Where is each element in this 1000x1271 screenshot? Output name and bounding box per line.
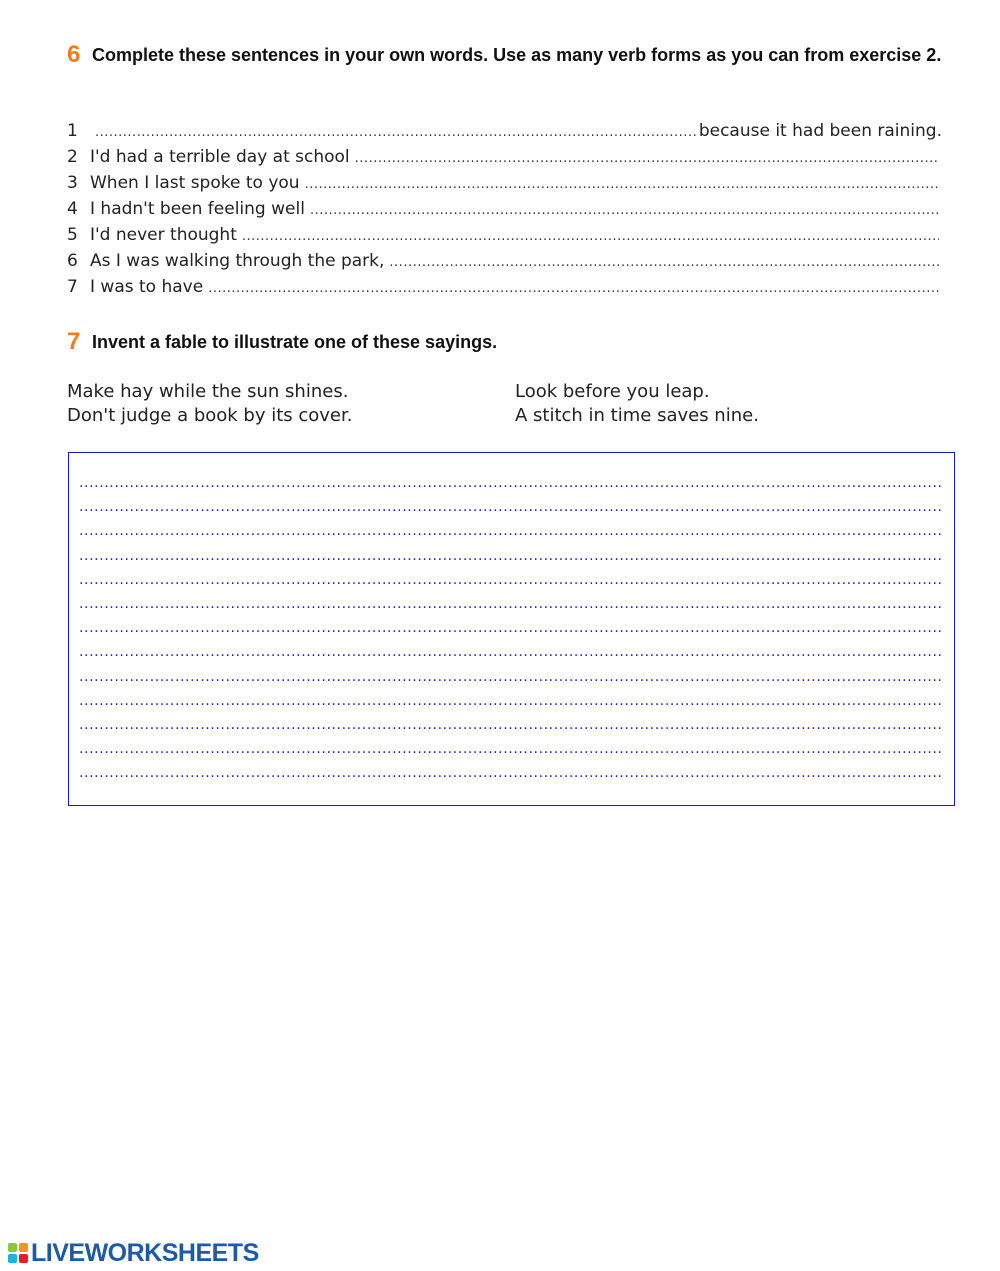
exercise-7-header <box>67 330 497 355</box>
sentence-prompt: I was to have <box>90 277 204 297</box>
sentence-prompt: I hadn't been feeling well <box>90 199 305 219</box>
answer-line[interactable] <box>79 737 944 761</box>
sentence-row <box>67 170 942 196</box>
answer-blank[interactable] <box>305 174 939 196</box>
sentence-number: 2 <box>67 147 78 167</box>
answer-line[interactable] <box>79 616 944 640</box>
sentence-number: 4 <box>67 199 78 219</box>
answer-line[interactable] <box>79 713 944 737</box>
answer-blank[interactable] <box>355 148 939 170</box>
logo-square <box>8 1243 17 1252</box>
answer-line[interactable] <box>79 519 944 543</box>
sayings-list <box>67 380 947 428</box>
sentence-list <box>67 118 942 300</box>
sentence-row <box>67 274 942 300</box>
answer-blank[interactable] <box>208 278 939 300</box>
sentence-prompt: I'd had a terrible day at school <box>90 147 350 167</box>
liveworksheets-logo <box>8 1238 259 1268</box>
logo-text: LIVEWORKSHEETS <box>31 1239 259 1267</box>
exercise-number: 7 <box>67 328 81 355</box>
sentence-number: 6 <box>67 251 78 271</box>
answer-line[interactable] <box>79 761 944 785</box>
fable-writing-area[interactable] <box>68 452 955 806</box>
answer-blank[interactable] <box>310 200 939 222</box>
exercise-instruction: Invent a fable to illustrate one of these sayings. <box>92 332 498 352</box>
sentence-row <box>67 144 942 170</box>
answer-blank[interactable] <box>389 252 939 274</box>
sentence-number: 5 <box>67 225 78 245</box>
sentence-row <box>67 248 942 274</box>
answer-line[interactable] <box>79 471 944 495</box>
answer-line[interactable] <box>79 592 944 616</box>
logo-square <box>19 1243 28 1252</box>
sentence-prompt: I'd never thought <box>90 225 237 245</box>
sentence-number: 7 <box>67 277 78 297</box>
saying: Look before you leap. <box>515 381 710 402</box>
logo-square <box>8 1254 17 1263</box>
answer-line[interactable] <box>79 665 944 689</box>
sentence-row <box>67 196 942 222</box>
sentence-number: 1 <box>67 121 78 141</box>
logo-mark-icon <box>8 1243 28 1263</box>
answer-blank[interactable] <box>242 226 939 248</box>
sentence-prompt: When I last spoke to you <box>90 173 300 193</box>
exercise-instruction: Complete these sentences in your own words. Use as many verb forms as you can from exercise 2. <box>92 45 942 65</box>
sentence-prompt: As I was walking through the park, <box>90 251 385 271</box>
saying: Don't judge a book by its cover. <box>67 405 353 426</box>
sentence-row <box>67 222 942 248</box>
saying: A stitch in time saves nine. <box>515 405 759 426</box>
answer-line[interactable] <box>79 544 944 568</box>
sentence-row <box>67 118 942 144</box>
sentence-number: 3 <box>67 173 78 193</box>
answer-line[interactable] <box>79 495 944 519</box>
answer-line[interactable] <box>79 689 944 713</box>
logo-square <box>19 1254 28 1263</box>
sentence-ending: because it had been raining. <box>698 121 942 141</box>
exercise-6-header <box>67 43 957 68</box>
exercise-number: 6 <box>67 41 81 68</box>
saying: Make hay while the sun shines. <box>67 381 349 402</box>
answer-line[interactable] <box>79 568 944 592</box>
answer-line[interactable] <box>79 640 944 664</box>
answer-blank[interactable] <box>95 122 696 144</box>
